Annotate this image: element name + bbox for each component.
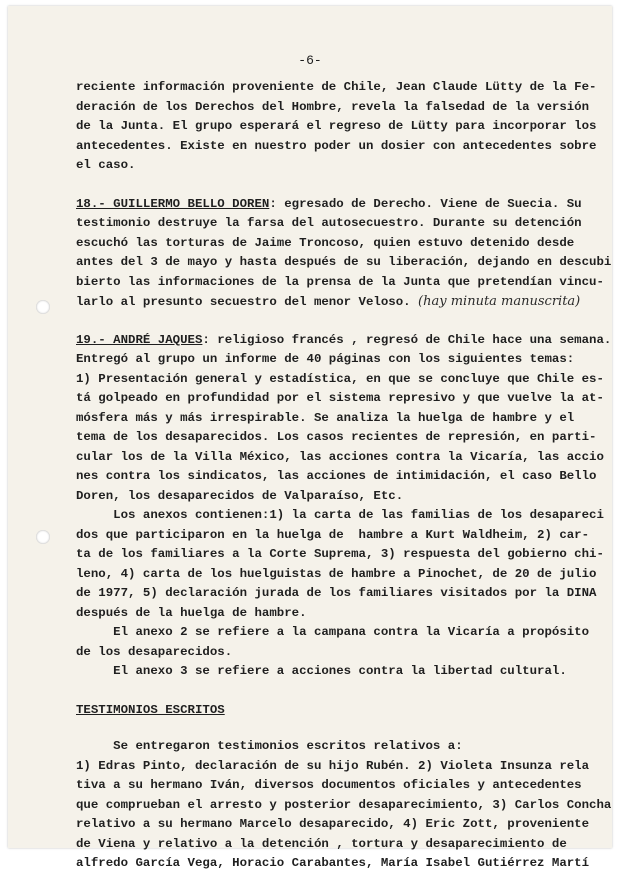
- text-line: escuchó las torturas de Jaime Troncoso, quien estuvo detenido desde: [76, 235, 575, 250]
- text-line: 19.- ANDRÉ JAQUES: religioso francés , regresó de Chile hace una semana.: [76, 332, 612, 347]
- text-line: tá golpeado en profundidad por el sistema represivo y que vuelve la at-: [76, 391, 604, 405]
- document-body: [76, 78, 611, 874]
- text-line: ta de los familiares a la Corte Suprema, 3) respuesta del gobierno chi-: [76, 547, 604, 561]
- text-line: de los desaparecidos.: [76, 644, 233, 659]
- text-line: después de la huelga de hambre.: [76, 605, 307, 620]
- text-line: antes del 3 de mayo y hasta después de su liberación, dejando en descubi: [76, 255, 612, 269]
- text-line: Los anexos contienen:1) la carta de las familias de los desapareci: [76, 508, 604, 522]
- text-line: dos que participaron en la huelga de hambre a Kurt Waldheim, 2) car-: [76, 527, 590, 542]
- text-line: que comprueban el arresto y posterior desaparecimiento, 3) Carlos Concha: [76, 797, 612, 812]
- text-line: 18.- GUILLERMO BELLO DOREN: egresado de Derecho. Viene de Suecia. Su: [76, 196, 582, 211]
- text-line: de Viena y relativo a la detención , tortura y desaparecimiento de: [76, 836, 567, 851]
- text-line: relativo a su hermano Marcelo desaparecido, 4) Eric Zott, proveniente: [76, 817, 590, 831]
- section-heading: 18.- GUILLERMO BELLO DOREN: [76, 196, 270, 211]
- text-line: Entregó al grupo un informe de 40 páginas con los siguientes temas:: [76, 352, 575, 366]
- text-line: alfredo García Vega, Horacio Carabantes, María Isabel Gutiérrez Martí: [76, 856, 590, 870]
- section-heading: TESTIMONIOS ESCRITOS: [76, 702, 225, 717]
- text-line: El anexo 2 se refiere a la campana contra la Vicaría a propósito: [76, 625, 590, 639]
- section-heading: 19.- ANDRÉ JAQUES: [76, 332, 203, 347]
- text-line: mósfera más y más irrespirable. Se analiza la huelga de hambre y el: [76, 410, 575, 425]
- text-line: [76, 701, 611, 721]
- text-line: deración de los Derechos del Hombre, revela la falsedad de la versión: [76, 99, 590, 114]
- text-line: El anexo 3 se refiere a acciones contra la libertad cultural.: [76, 664, 567, 678]
- page-number: -6-: [298, 53, 322, 68]
- punch-hole: [36, 300, 50, 314]
- text-line: leno, 4) carta de los huelguistas de hambre a Pinochet, de 20 de julio: [76, 566, 597, 581]
- document-page: [8, 6, 612, 870]
- text-line: tema de los desaparecidos. Los casos recientes de represión, en parti-: [76, 430, 597, 444]
- text-line: larlo al presunto secuestro del menor Veloso. (hay minuta manuscrita): [76, 294, 581, 309]
- handwritten-note: (hay minuta manuscrita): [418, 294, 581, 309]
- text-line: 1) Edras Pinto, declaración de su hijo Rubén. 2) Violeta Insunza rela: [76, 758, 590, 773]
- text-line: Doren, los desaparecidos de Valparaíso, Etc.: [76, 488, 404, 503]
- text-line: antecedentes. Existe en nuestro poder un dosier con antecedentes sobre: [76, 138, 597, 153]
- text-line: testimonio destruye la farsa del autosecuestro. Durante su detención: [76, 216, 582, 230]
- text-line: cular los de la Villa México, las acciones contra la Vicaría, las accio: [76, 449, 604, 464]
- text-line: el caso.: [76, 158, 136, 172]
- text-line: nes contra los sindicatos, las acciones de intimidación, el caso Bello: [76, 469, 597, 483]
- text-line: de la Junta. El grupo esperará el regreso de Lütty para incorporar los: [76, 119, 597, 133]
- text-line: de 1977, 5) declaración jurada de los familiares visitados por la DINA: [76, 586, 597, 600]
- text-line: tiva a su hermano Iván, diversos documentos oficiales y antecedentes: [76, 778, 582, 792]
- text-line: bierto las informaciones de la prensa de la Junta que pretendían vincu-: [76, 274, 604, 289]
- text-line: Se entregaron testimonios escritos relativos a:: [76, 739, 463, 753]
- text-line: 1) Presentación general y estadística, en que se concluye que Chile es-: [76, 371, 604, 386]
- text-line: reciente información proveniente de Chile, Jean Claude Lütty de la Fe-: [76, 80, 597, 94]
- punch-hole: [36, 530, 50, 544]
